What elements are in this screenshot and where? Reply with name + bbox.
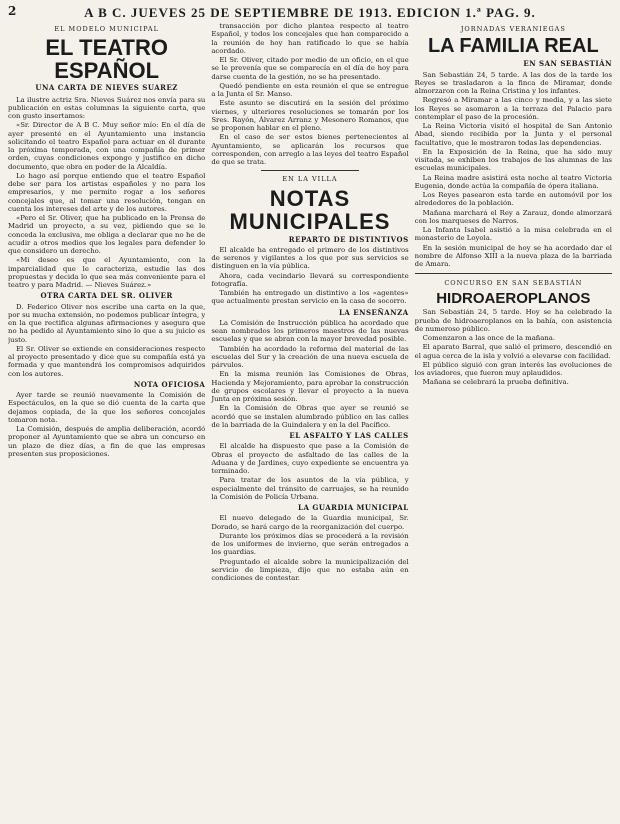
paragraph: Lo hago así porque entiendo que el teatro Español debe ser para los artistas españoles y no para los empresarios, y me permito rogar a los señores concejales que, al tomar una resolución, tengan en cuenta los intereses del arte y de los autores. [8,171,206,213]
paragraph: Durante los próximos días se procederá a la revisión de los uniformes de invierno, que serán entregados a los guardias. [211,531,409,557]
page-marker: 2 [8,4,17,18]
paragraph: transacción por dicho plantea respecto al teatro Español, y todos los concejales que han comparecido a la reunión de hoy han ratificado lo que se había acordado. [211,22,409,55]
paragraph: D. Federico Oliver nos escribe una carta en la que, por su mucha extensión, no podemos publicar íntegra, y en la que rectifica algunas afirmaciones y asegura que no ha pedido al Ayuntamiento sino lo que a su juicio es justo. [8,302,206,344]
paragraph: «Sr. Director de A B C. Muy señor mío: En el día de ayer presenté en el Ayuntamiento una instancia solicitando el teatro Español para actuar en él durante la próxima temporada, con una compañía de primer orden, cuyas condiciones expongo y justifico en dicho documento, que obra en poder de la Alcaldía. [8,121,206,171]
paragraph: En la sesión municipal de hoy se ha acordado dar el nombre de Alfonso XIII a la nueva plaza de la barriada de Amara. [414,243,612,268]
paragraph: También ha acordado la reforma del material de las escuelas del Sur y la creación de una nueva escuela de párvulos. [211,344,409,370]
paragraph: En la Exposición de la Reina, que ha sido muy visitada, se exhiben los trabajos de las alumnas de las escuelas municipales. [414,147,612,173]
paragraph: Los Reyes pasearon esta tarde en automóvil por los alrededores de la población. [414,191,612,208]
paragraph: San Sebastián 24, 5 tarde. A las dos de la tarde los Reyes se trasladaron a la finca de Miramar, donde almorzaron con la Reina Cristina y los infantes. [414,70,612,95]
paragraph: La ilustre actriz Sra. Nieves Suárez nos envía para su publicación en estas columnas la siguiente carta, que con gusto insertamos: [8,95,206,121]
subheading: LA ENSEÑANZA [338,307,409,317]
paragraph: El nuevo delegado de la Guardia municipal, Sr. Dorado, se hará cargo de la reorganización del cuerpo. [211,514,409,531]
section-kicker: EN LA VILLA [282,175,338,184]
dateline: EN SAN SEBASTIÁN [523,59,612,69]
section-kicker: CONCURSO EN SAN SEBASTIÁN [444,279,583,288]
paragraph: También ha entregado un distintivo a los «agentes» que actualmente prestan servicio en la casa de socorro. [211,289,409,306]
paragraph: El alcalde ha entregado el primero de los distintivos de serenos y vigilantes a los que por sus servicios se distinguen en la vía pública. [211,245,409,271]
headline-hidroaeroplanos: HIDROAEROPLANOS [436,289,591,307]
paragraph: El público siguió con gran interés las evoluciones de los aviadores, que fueron muy aplaudidos. [414,360,612,377]
paragraph: La Reina Victoria visitó el hospital de San Antonio Abad, siendo recibida por la Junta y el personal facultativo, que le mostraron todas las dependencias. [414,122,612,147]
paragraph: Mañana marchará el Rey a Zarauz, donde almorzará con los marqueses de Narros. [414,208,612,225]
column-1 [8,22,205,812]
subheading: OTRA CARTA DEL SR. OLIVER [40,291,173,301]
paragraph: Ahora, cada vecindario llevará su correspondiente fotografía. [211,271,409,288]
deck: UNA CARTA DE NIEVES SUAREZ [35,83,178,93]
paragraph: Mañana se celebrará la prueba definitiva. [422,378,569,387]
paragraph: Regresó a Miramar a las cinco y media, y a las siete los Reyes se asomaron a la terraza del Palacio para contemplar el paso de la procesión. [414,96,612,121]
paragraph: El aparato Barral, que salió el primero, descendió en el agua cerca de la isla y volvió a elevarse con facilidad. [414,343,612,360]
column-2 [211,22,408,812]
paragraph: El Sr. Oliver se extiende en consideraciones respecto al proyecto presentado y dice que su compañía está ya formada y que mantendrá los compromisos adquiridos con los autores. [8,344,206,378]
paragraph: En la misma reunión las Comisiones de Obras, Hacienda y Mejoramiento, para aprobar la construcción de grupos escolares y llevar el proyecto a la nueva Junta en próxima sesión. [211,370,409,404]
paragraph: Para tratar de los asuntos de la vía pública, y especialmente del tránsito de carruajes, se ha reunido la Comisión de Policía Urbana. [211,476,409,501]
headline-teatro-espanol: EL TEATRO ESPAÑOL [45,35,168,84]
paragraph: «Mi deseo es que el Ayuntamiento, con la imparcialidad que le caracteriza, estudie las dos propuestas y decida lo que sea más conveniente para el teatro y para Madrid. — Nieves Suárez.» [8,256,206,290]
divider [415,273,612,274]
masthead: A B C. JUEVES 25 DE SEPTIEMBRE DE 1913. EDICION 1.ª PAG. 9. [84,5,536,20]
section-kicker: EL MODELO MUNICIPAL [54,25,159,33]
headline-familia-real: LA FAMILIA REAL [427,35,599,58]
paragraph: Este asunto se discutirá en la sesión del próximo viernes, y ulteriores resoluciones se tomarán por los Sres. Rayón, Álvarez Arranz y Mesonero Romanos, que se proponen hablar en el pleno. [211,99,409,132]
subheading: LA GUARDIA MUNICIPAL [298,503,409,513]
section-kicker: JORNADAS VERANIEGAS [460,25,566,33]
paragraph: Quedó pendiente en esta reunión el que se entregue a la Junta el Sr. Manso. [211,81,409,98]
paragraph: Comenzaron a las once de la mañana. [422,334,556,342]
paragraph: La Comisión, después de amplia deliberación, acordó proponer al Ayuntamiento que se abra un concurso en un plazo de diez días, a fin de que las empresas presenten sus proposiciones. [8,425,206,458]
paragraph: «Pero el Sr. Oliver, que ha publicado en la Prensa de Madrid un proyecto, a su vez, pidiendo que se le conceda la exclusiva, me obliga a declarar que no he de acudir a otros medios que los legales para defender lo que considero un derecho. [8,214,206,256]
paragraph: El Sr. Oliver, citado por medio de un oficio, en el que se le prevenía que se comparecía en el día de hoy para darse cuenta de la gestión, no se ha presentado. [211,56,409,81]
subheading: REPARTO DE DISTINTIVOS [288,234,409,244]
paragraph: La Comisión de Instrucción pública ha acordado que sean nombrados los primeros maestros de las nuevas escuelas y que se abran con la mayor brevedad posible. [211,318,409,344]
paragraph: San Sebastián 24, 5 tarde. Hoy se ha celebrado la prueba de hidroaeroplanos en la bahía, con asistencia de numeroso público. [414,308,612,333]
paragraph: Ayer tarde se reunió nuevamente la Comisión de Espectáculos, en la que se dió cuenta de la carta que dejamos copiada, de la que los señores concejales tomaron nota. [8,391,206,424]
paragraph: En la Comisión de Obras que ayer se reunió se acordó que se instalen alumbrado público en las calles de la barriada de la Guindalera y en la del Pacífico. [211,404,409,429]
paragraph: La Reina madre asistirá esta noche al teatro Victoria Eugenia, donde actúa la compañía de ópera italiana. [414,173,612,190]
paragraph: El alcalde ha dispuesto que pase a la Comisión de Obras el proyecto de asfaltado de las calles de la Aduana y de Jardines, cuyo expediente se encuentra ya terminado. [211,442,409,476]
column-3 [415,22,612,812]
headline-notas-municipales: NOTAS MUNICIPALES [229,185,391,234]
subheading: EL ASFALTO Y LAS CALLES [289,431,409,441]
paragraph: En el caso de ser estos bienes pertenecientes al Ayuntamiento, se aplicarán los recursos que corresponden, con arreglo a las leyes del teatro Español de que se trata. [211,133,409,166]
paragraph: Preguntado el alcalde sobre la municipalización del servicio de limpieza, dijo que no estaba aún en condiciones de contestar. [211,557,409,583]
subheading: NOTA OFICIOSA [133,379,206,389]
divider [261,170,360,171]
paragraph: La Infanta Isabel asistió a la misa celebrada en el monasterio de Loyola. [414,226,612,243]
